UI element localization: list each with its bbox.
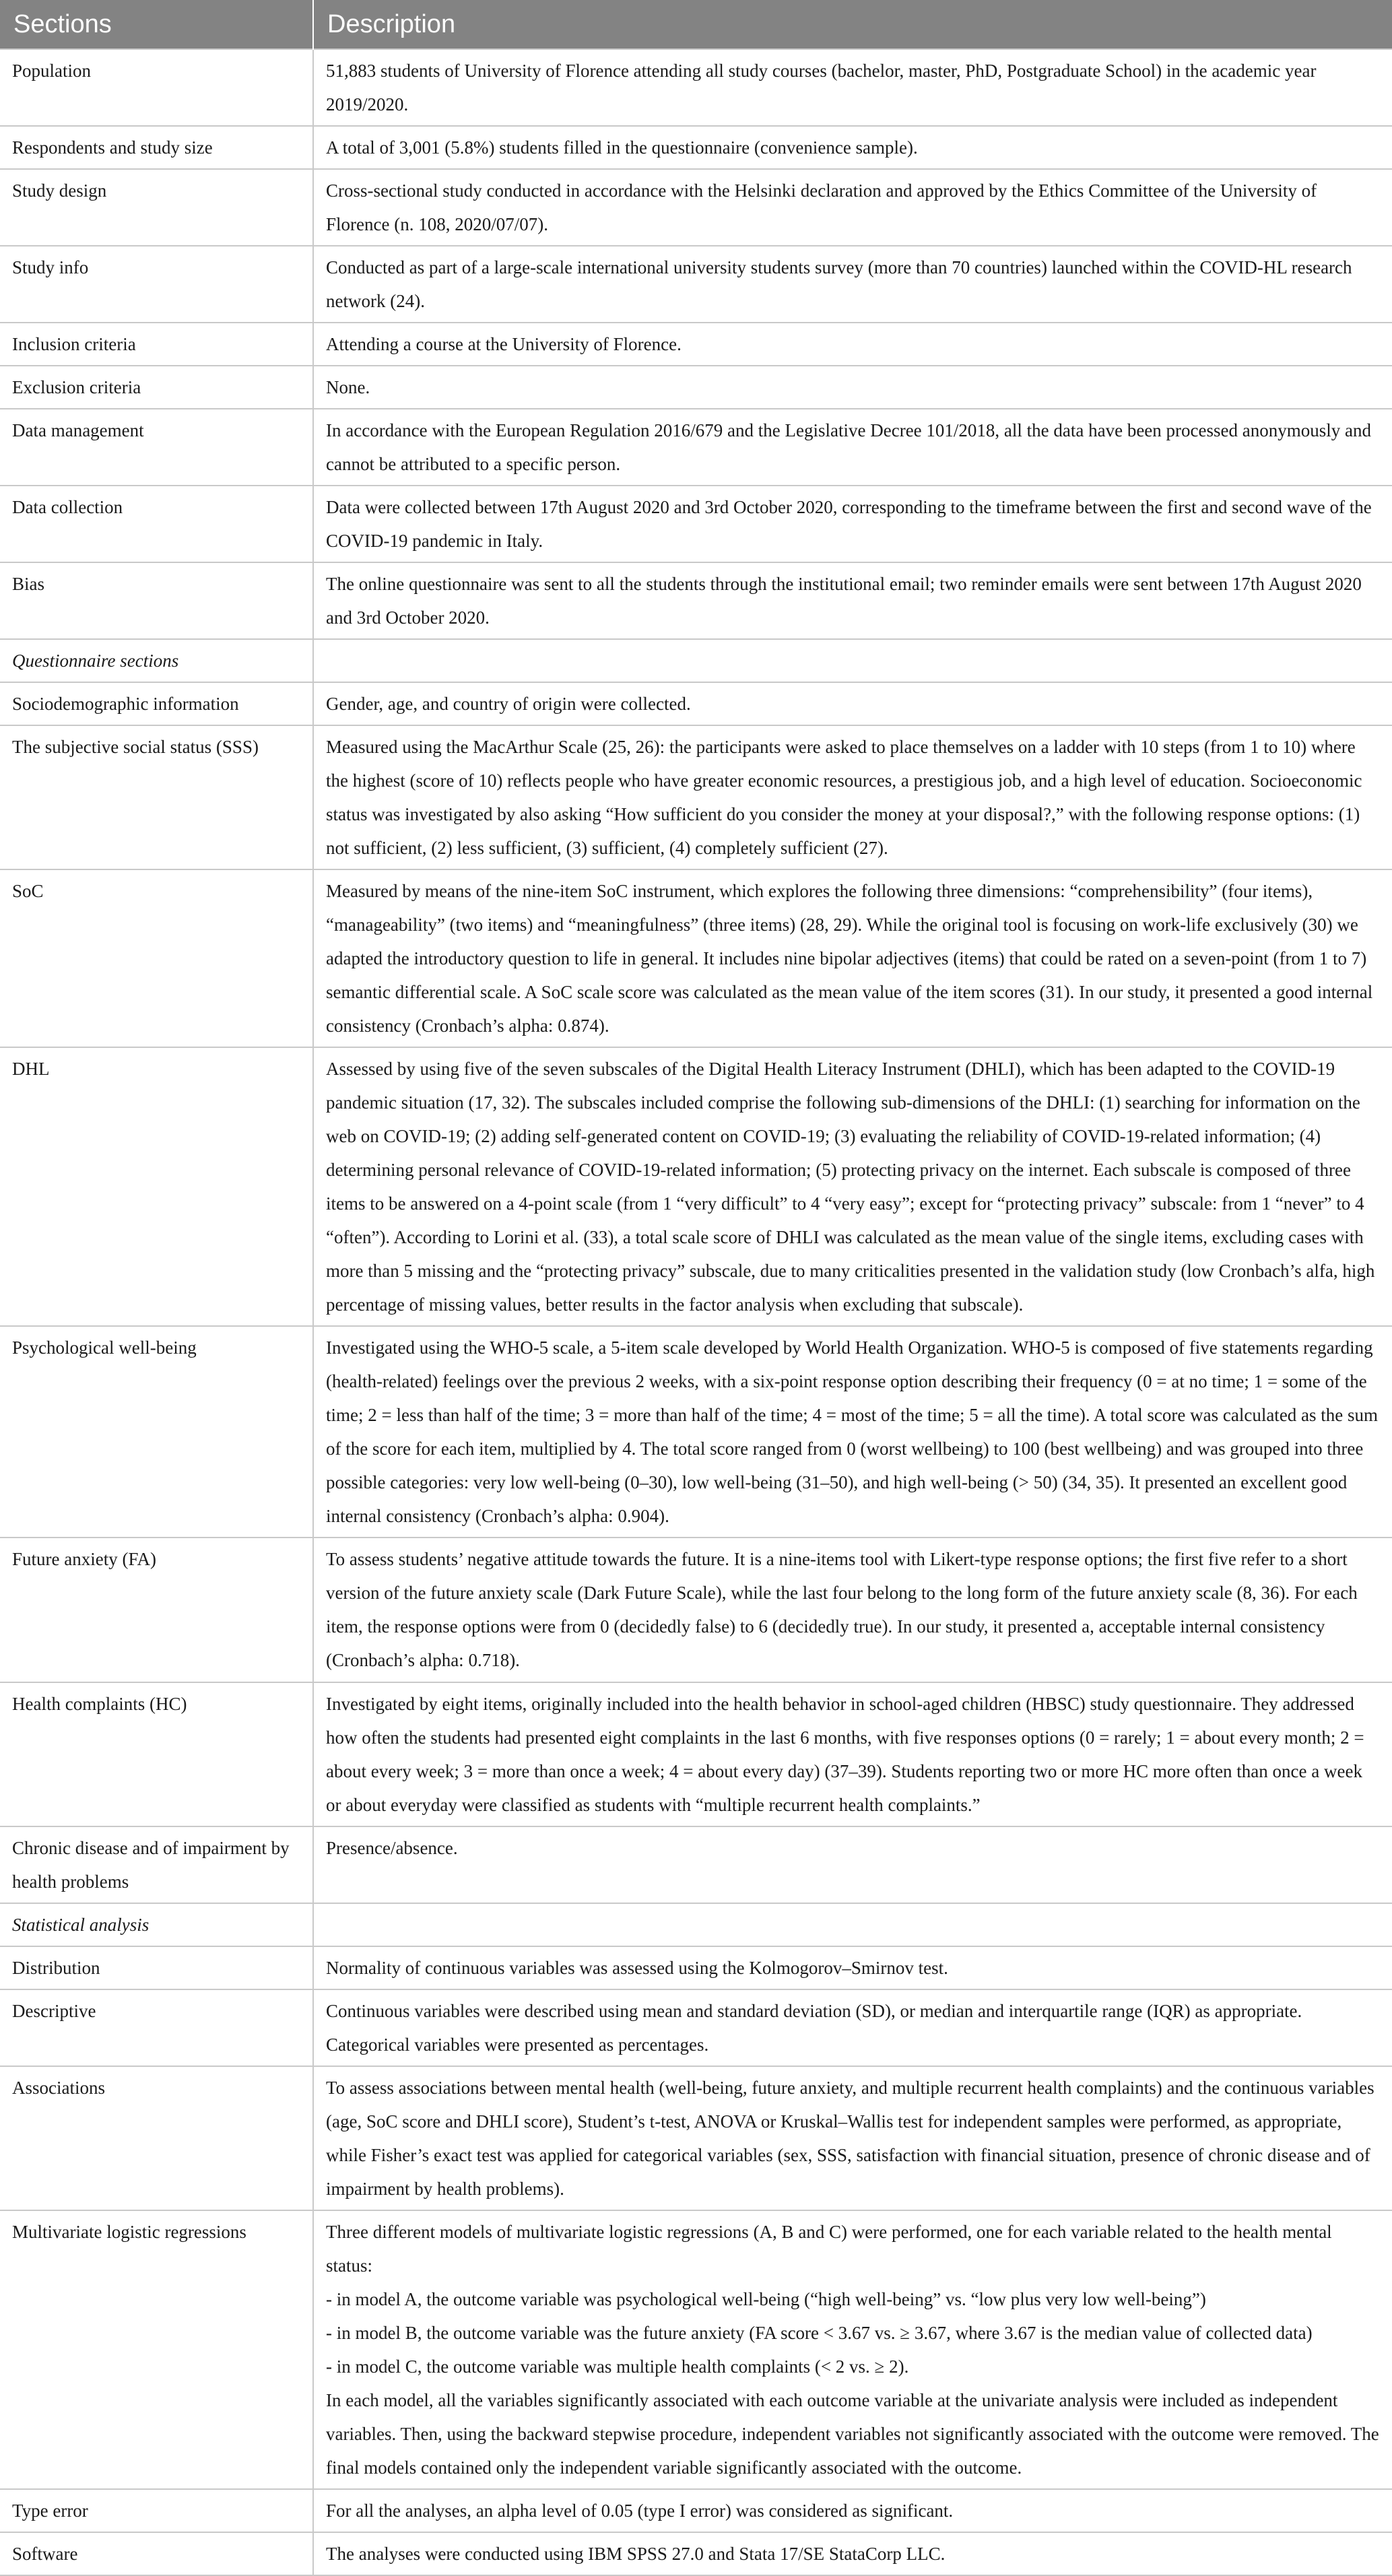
table-row <box>0 639 1392 682</box>
table-row <box>0 126 1392 169</box>
table-row <box>0 366 1392 409</box>
table-row <box>0 869 1392 1047</box>
table-row <box>0 682 1392 725</box>
table-row <box>0 1903 1392 1946</box>
table-row <box>0 2489 1392 2532</box>
table-row <box>0 1682 1392 1826</box>
description-cell: Presence/absence. <box>313 1826 1392 1903</box>
description-line: In each model, all the variables significantly associated with each outcome variable at the univariate analysis were included as independent variables. Then, using the backward stepwise procedure, independent variables not significantly associated with the outcome were removed. The final models contained only the independent variable significantly associated with the outcome. <box>326 2389 1379 2478</box>
description-cell: Gender, age, and country of origin were collected. <box>313 682 1392 725</box>
description-cell: A total of 3,001 (5.8%) students filled in the questionnaire (convenience sample). <box>313 126 1392 169</box>
description-cell: In accordance with the European Regulation 2016/679 and the Legislative Decree 101/2018, all the data have been processed anonymously and cannot be attributed to a specific person. <box>313 409 1392 486</box>
section-cell: Statistical analysis <box>0 1903 313 1946</box>
description-cell: Normality of continuous variables was assessed using the Kolmogorov–Smirnov test. <box>313 1946 1392 1989</box>
description-cell: None. <box>313 366 1392 409</box>
description-cell: Measured using the MacArthur Scale (25, 26): the participants were asked to place themselves on a ladder with 10 steps (from 1 to 10) where the highest (score of 10) reflects people who have greater economic resources, a prestigious job, and a high level of education. Socioeconomic status was investigated by also asking “How sufficient do you consider the money at your disposal?,” with the following response options: (1) not sufficient, (2) less sufficient, (3) sufficient, (4) completely sufficient (27). <box>313 725 1392 869</box>
section-cell: Data collection <box>0 486 313 562</box>
table-row <box>0 2210 1392 2489</box>
table-row <box>0 562 1392 639</box>
section-cell: Multivariate logistic regressions <box>0 2210 313 2489</box>
table-row <box>0 1047 1392 1326</box>
section-cell: Future anxiety (FA) <box>0 1538 313 1682</box>
description-line: - in model B, the outcome variable was the future anxiety (FA score < 3.67 vs. ≥ 3.67, where 3.67 is the median value of collected data) <box>326 2322 1313 2343</box>
section-cell: DHL <box>0 1047 313 1326</box>
section-cell: Chronic disease and of impairment by health problems <box>0 1826 313 1903</box>
description-cell: To assess students’ negative attitude towards the future. It is a nine-items tool with Likert-type response options; the first five refer to a short version of the future anxiety scale (Dark Future Scale), while the last four belong to the long form of the future anxiety scale (8, 36). For each item, the response options were from 0 (decidedly false) to 6 (decidedly true). In our study, it presented a, acceptable internal consistency (Cronbach’s alpha: 0.718). <box>313 1538 1392 1682</box>
description-cell: Cross-sectional study conducted in accordance with the Helsinki declaration and approved by the Ethics Committee of the University of Florence (n. 108, 2020/07/07). <box>313 169 1392 246</box>
table-row <box>0 49 1392 126</box>
section-cell: Distribution <box>0 1946 313 1989</box>
table-row <box>0 169 1392 246</box>
table-row <box>0 1989 1392 2066</box>
description-cell: Measured by means of the nine-item SoC instrument, which explores the following three dimensions: “comprehensibility” (four items), “manageability” (two items) and “meaningfulness” (three items) (28, 29). While the original tool is focusing on work-life exclusively (30) we adapted the introductory question to life in general. It includes nine bipolar adjectives (items) that could be rated on a seven-point (from 1 to 7) semantic differential scale. A SoC scale score was calculated as the mean value of the item scores (31). In our study, it presented a good internal consistency (Cronbach’s alpha: 0.874). <box>313 869 1392 1047</box>
section-cell: Population <box>0 49 313 126</box>
header-row <box>0 0 1392 49</box>
table-body <box>0 49 1392 2575</box>
description-cell: For all the analyses, an alpha level of 0.05 (type I error) was considered as significant. <box>313 2489 1392 2532</box>
section-cell: The subjective social status (SSS) <box>0 725 313 869</box>
table-row <box>0 725 1392 869</box>
table-row <box>0 323 1392 366</box>
table-header <box>0 0 1392 49</box>
section-cell: Psychological well-being <box>0 1326 313 1538</box>
table-row <box>0 486 1392 562</box>
section-cell: Software <box>0 2532 313 2575</box>
description-cell <box>313 1903 1392 1946</box>
table-row <box>0 1538 1392 1682</box>
header-description: Description <box>313 0 1392 49</box>
description-cell: Data were collected between 17th August 2020 and 3rd October 2020, corresponding to the timeframe between the first and second wave of the COVID-19 pandemic in Italy. <box>313 486 1392 562</box>
table-row <box>0 409 1392 486</box>
table-row <box>0 1326 1392 1538</box>
description-cell: Continuous variables were described using mean and standard deviation (SD), or median and interquartile range (IQR) as appropriate. Categorical variables were presented as percentages. <box>313 1989 1392 2066</box>
description-cell: The analyses were conducted using IBM SPSS 27.0 and Stata 17/SE StataCorp LLC. <box>313 2532 1392 2575</box>
description-cell: Conducted as part of a large-scale international university students survey (more than 70 countries) launched within the COVID-HL research network (24). <box>313 246 1392 323</box>
description-cell: The online questionnaire was sent to all the students through the institutional email; two reminder emails were sent between 17th August 2020 and 3rd October 2020. <box>313 562 1392 639</box>
description-cell <box>313 2210 1392 2489</box>
description-cell: Investigated by eight items, originally included into the health behavior in school-aged children (HBSC) study questionnaire. They addressed how often the students had presented eight complaints in the last 6 months, with five responses options (0 = rarely; 1 = about every month; 2 = about every week; 3 = more than once a week; 4 = about every day) (37–39). Students reporting two or more HC more often than once a week or about everyday were classified as students with “multiple recurrent health complaints.” <box>313 1682 1392 1826</box>
section-cell: Inclusion criteria <box>0 323 313 366</box>
description-cell: 51,883 students of University of Florence attending all study courses (bachelor, master, PhD, Postgraduate School) in the academic year 2019/2020. <box>313 49 1392 126</box>
section-cell: Data management <box>0 409 313 486</box>
description-cell: To assess associations between mental health (well-being, future anxiety, and multiple recurrent health complaints) and the continuous variables (age, SoC score and DHLI score), Student’s t-test, ANOVA or Kruskal–Wallis test for independent samples were performed, as appropriate, while Fisher’s exact test was applied for categorical variables (sex, SSS, satisfaction with financial situation, presence of chronic disease and of impairment by health problems). <box>313 2066 1392 2210</box>
section-cell: Respondents and study size <box>0 126 313 169</box>
section-cell: Health complaints (HC) <box>0 1682 313 1826</box>
section-cell: Sociodemographic information <box>0 682 313 725</box>
section-cell: Type error <box>0 2489 313 2532</box>
description-cell: Attending a course at the University of Florence. <box>313 323 1392 366</box>
description-cell: Assessed by using five of the seven subscales of the Digital Health Literacy Instrument (DHLI), which has been adapted to the COVID-19 pandemic situation (17, 32). The subscales included comprise the following sub-dimensions of the DHLI: (1) searching for information on the web on COVID-19; (2) adding self-generated content on COVID-19; (3) evaluating the reliability of COVID-19-related information; (4) determining personal relevance of COVID-19-related information; (5) protecting privacy on the internet. Each subscale is composed of three items to be answered on a 4-point scale (from 1 “very difficult” to 4 “very easy”; except for “protecting privacy” subscale: from 1 “never” to 4 “often”). According to Lorini et al. (33), a total scale score of DHLI was calculated as the mean value of the single items, excluding cases with more than 5 missing and the “protecting privacy” subscale, due to many criticalities presented in the validation study (low Cronbach’s alfa, high percentage of missing values, better results in the factor analysis when excluding that subscale). <box>313 1047 1392 1326</box>
table-row <box>0 246 1392 323</box>
section-cell: Study info <box>0 246 313 323</box>
section-cell: Bias <box>0 562 313 639</box>
table-row <box>0 2532 1392 2575</box>
description-line: - in model A, the outcome variable was psychological well-being (“high well-being” vs. “low plus very low well-being”) <box>326 2288 1206 2309</box>
section-cell: SoC <box>0 869 313 1047</box>
description-line: - in model C, the outcome variable was multiple health complaints (< 2 vs. ≥ 2). <box>326 2356 909 2377</box>
section-cell: Associations <box>0 2066 313 2210</box>
section-cell: Study design <box>0 169 313 246</box>
table-row <box>0 1826 1392 1903</box>
section-cell: Descriptive <box>0 1989 313 2066</box>
table-row <box>0 1946 1392 1989</box>
table-row <box>0 2066 1392 2210</box>
header-sections: Sections <box>0 0 313 49</box>
section-cell: Exclusion criteria <box>0 366 313 409</box>
description-cell: Investigated using the WHO-5 scale, a 5-item scale developed by World Health Organization. WHO-5 is composed of five statements regarding (health-related) feelings over the previous 2 weeks, with a six-point response option describing their frequency (0 = at no time; 1 = some of the time; 2 = less than half of the time; 3 = more than half of the time; 4 = most of the time; 5 = all the time). A total score was calculated as the sum of the score for each item, multiplied by 4. The total score ranged from 0 (worst wellbeing) to 100 (best wellbeing) and was grouped into three possible categories: very low well-being (0–30), low well-being (31–50), and high well-being (> 50) (34, 35). It presented an excellent good internal consistency (Cronbach’s alpha: 0.904). <box>313 1326 1392 1538</box>
description-cell <box>313 639 1392 682</box>
description-line: Three different models of multivariate logistic regressions (A, B and C) were performed, one for each variable related to the health mental status: <box>326 2221 1332 2276</box>
section-cell: Questionnaire sections <box>0 639 313 682</box>
